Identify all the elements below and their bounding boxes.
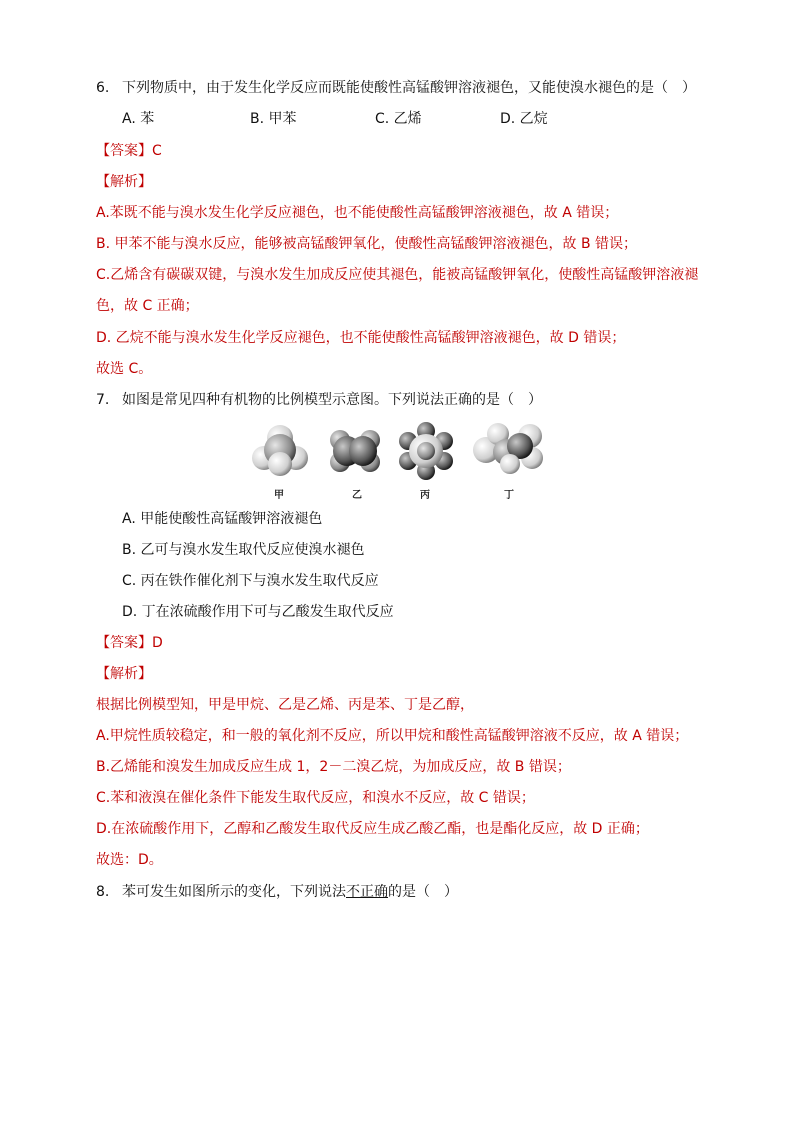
- q6-answer: [96, 141, 162, 161]
- q6-answer-value: C: [152, 143, 162, 159]
- q6-analysis-line: A.苯既不能与溴水发生化学反应褪色，也不能使酸性高锰酸钾溶液褪色，故 A 错误；: [96, 205, 619, 221]
- q6-option-a: A. 苯: [122, 111, 155, 127]
- ratio-model-svg: [248, 420, 548, 502]
- q7-analysis-line: D.在浓硫酸作用下，乙醇和乙酸发生取代反应生成乙酸乙酯，也是酯化反应，故 D 正确；: [96, 821, 649, 837]
- q7-option-c: C. 丙在铁作催化剂下与溴水发生取代反应: [122, 573, 379, 589]
- q7-analysis-line: C.苯和液溴在催化条件下能发生取代反应，和溴水不反应，故 C 错误；: [96, 790, 535, 806]
- q6-analysis-line: C.乙烯含有碳碳双键，与溴水发生加成反应使其褪色，能被高锰酸钾氧化，使酸性高锰酸钾溶液褪: [96, 267, 699, 283]
- q7-option-a: A. 甲能使酸性高锰酸钾溶液褪色: [122, 511, 323, 527]
- ratio-model-figure: [248, 420, 548, 502]
- q6-analysis-line: 故选 C。: [96, 361, 153, 377]
- q6-answer-tag: 【答案】: [96, 143, 152, 159]
- q7-analysis-line: A.甲烷性质较稳定，和一般的氧化剂不反应，所以甲烷和酸性高锰酸钾溶液不反应，故 A 错误；: [96, 728, 689, 744]
- q7-stem-text: 如图是常见四种有机物的比例模型示意图。下列说法正确的是（ ）: [122, 392, 542, 408]
- q8-stem: [96, 882, 458, 902]
- q6-analysis-line: 色，故 C 正确；: [96, 298, 199, 314]
- q7-number: 7.: [96, 392, 110, 408]
- q7-answer-tag: 【答案】: [96, 635, 152, 651]
- q6-option-d: D. 乙烷: [500, 111, 548, 127]
- model-benzene: [399, 422, 453, 480]
- q7-analysis-line: 故选：D。: [96, 852, 163, 868]
- q7-analysis-line: B.乙烯能和溴发生加成反应生成 1，2－二溴乙烷，为加成反应，故 B 错误；: [96, 759, 571, 775]
- model-methane: [252, 425, 308, 476]
- q8-stem-underlined: 不正确: [346, 884, 388, 900]
- q8-stem-pre: 苯可发生如图所示的变化，下列说法: [122, 884, 346, 900]
- q6-option-b: B. 甲苯: [250, 111, 297, 127]
- q7-option-b: B. 乙可与溴水发生取代反应使溴水褪色: [122, 542, 365, 558]
- model-ethanol: [473, 423, 543, 474]
- q7-answer-value: D: [152, 635, 163, 651]
- q6-stem: [96, 78, 696, 98]
- q6-analysis-tag: 【解析】: [96, 174, 152, 190]
- q6-analysis-line: D. 乙烷不能与溴水发生化学反应褪色，也不能使酸性高锰酸钾溶液褪色，故 D 错误；: [96, 330, 626, 346]
- model-ethylene: [330, 430, 380, 472]
- q7-analysis-tag: 【解析】: [96, 666, 152, 682]
- q8-stem-post: 的是（ ）: [388, 884, 458, 900]
- model-label-ding: 丁: [504, 490, 514, 501]
- model-label-yi: 乙: [352, 490, 362, 501]
- q6-stem-text: 下列物质中，由于发生化学反应而既能使酸性高锰酸钾溶液褪色，又能使溴水褪色的是（ ）: [122, 80, 696, 96]
- q8-number: 8.: [96, 884, 110, 900]
- q7-analysis-intro: 根据比例模型知，甲是甲烷、乙是乙烯、丙是苯、丁是乙醇，: [96, 697, 474, 713]
- q7-answer: [96, 633, 163, 653]
- q7-option-d: D. 丁在浓硫酸作用下可与乙酸发生取代反应: [122, 604, 394, 620]
- q6-option-c: C. 乙烯: [375, 111, 422, 127]
- model-label-jia: 甲: [274, 490, 284, 501]
- q6-number: 6.: [96, 80, 110, 96]
- q6-analysis-line: B. 甲苯不能与溴水反应，能够被高锰酸钾氧化，使酸性高锰酸钾溶液褪色，故 B 错误；: [96, 236, 638, 252]
- q7-stem: [96, 390, 542, 410]
- model-label-bing: 丙: [420, 490, 430, 501]
